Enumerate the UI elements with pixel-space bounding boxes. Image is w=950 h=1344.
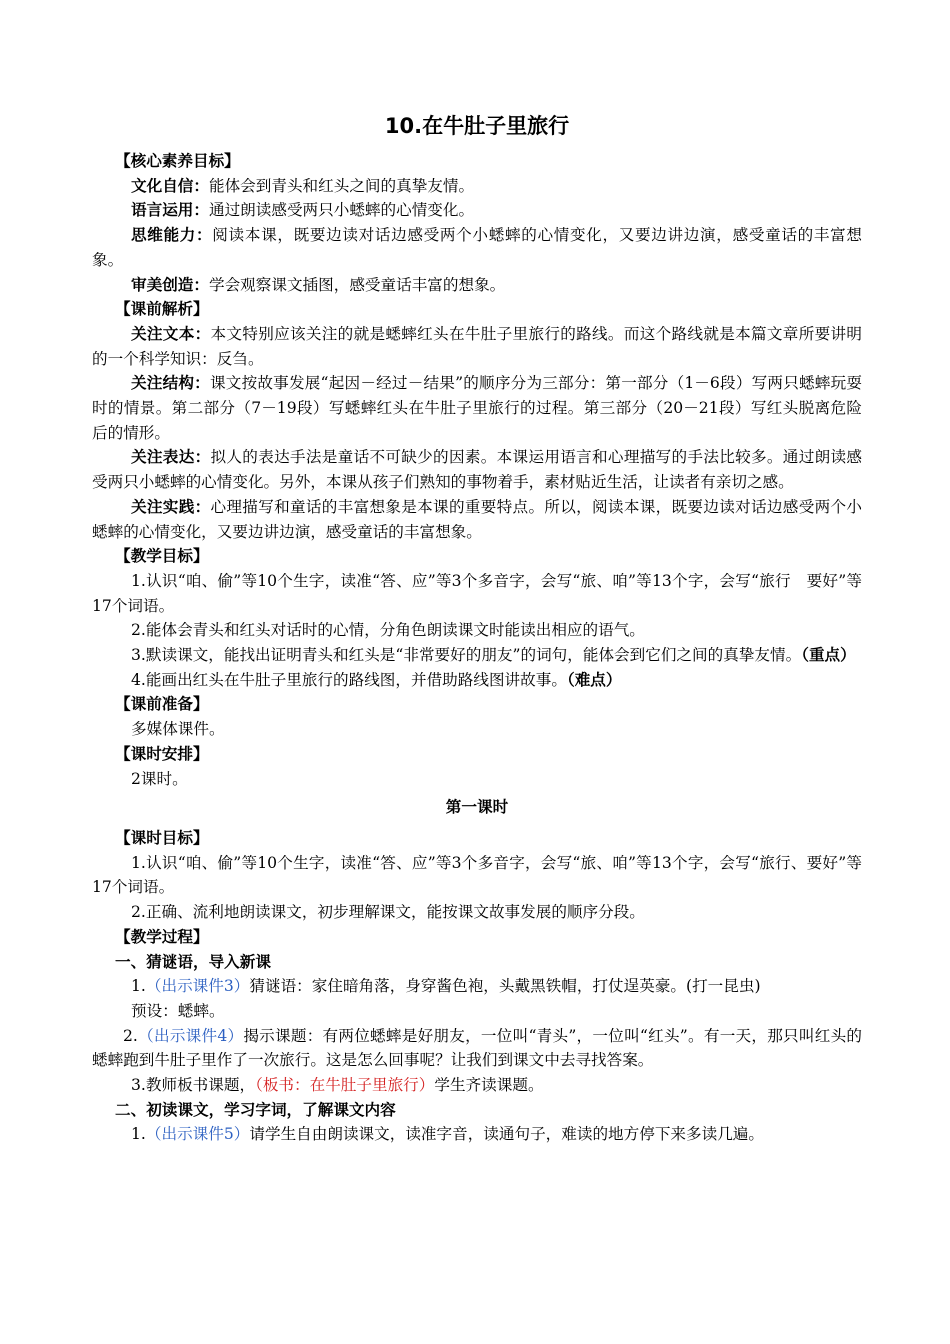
lesson-goal: 2.正确、流利地朗读课文，初步理解课文，能按课文故事发展的顺序分段。 [131, 903, 645, 922]
section-heading-core: 【核心素养目标】 [115, 152, 240, 170]
goal-item: 1.认识“咱、偷”等10个生字，读准“答、应”等3个多音字，会写“旅、咱”等13个字，会写“旅行 要好”等17个词语。 [92, 571, 862, 615]
lesson-goal: 1.认识“咱、偷”等10个生字，读准“答、应”等3个多音字，会写“旅、咱”等13个字，会写“旅行、要好”等17个词语。 [92, 853, 862, 897]
core-item: 思维能力：阅读本课，既要边读对话边感受两个小蟋蟀的心情变化，又要边讲边演，感受童话的丰富想象。 [92, 226, 862, 269]
section-heading-goals: 【教学目标】 [115, 547, 209, 566]
courseware-tag: （出示课件3） [145, 977, 250, 996]
schedule-text: 2课时。 [131, 769, 188, 788]
analysis-item: 关注表达：拟人的表达手法是童话不可缺少的因素。本课运用语言和心理描写的手法比较多。通过朗读感受两只小蟋蟀的心情变化。另外，本课从孩子们熟知的事物着手，素材贴近生活，让读者有亲切之感。 [92, 448, 862, 492]
core-item: 审美创造：学会观察课文插图，感受童话丰富的想象。 [131, 275, 506, 294]
core-item: 语言运用：通过朗读感受两只小蟋蟀的心情变化。 [131, 201, 475, 220]
section-heading-prep: 【课前准备】 [115, 695, 209, 714]
step-heading: 一、猜谜语，导入新课 [115, 952, 271, 971]
section-heading-lesson-goals: 【课时目标】 [115, 828, 209, 847]
step-item: 1.（出示课件5）请学生自由朗读课文，读准字音，读通句子，难读的地方停下来多读几遍。 [131, 1125, 764, 1144]
goal-item: 4.能画出红头在牛肚子里旅行的路线图，并借助路线图讲故事。（难点） [131, 670, 622, 689]
analysis-item: 关注文本：本文特别应该关注的就是蟋蟀红头在牛肚子里旅行的路线。而这个路线就是本篇文章所要讲明的一个科学知识：反刍。 [92, 324, 862, 368]
step-heading: 二、初读课文，学习字词，了解课文内容 [115, 1100, 396, 1119]
core-item: 文化自信：能体会到青头和红头之间的真挚友情。 [131, 176, 475, 195]
analysis-item: 关注结构：课文按故事发展“起因－经过－结果”的顺序分为三部分：第一部分（1－6段）写两只蟋蟀玩耍时的情景。第二部分（7－19段）写蟋蟀红头在牛肚子里旅行的过程。第三部分（20－21段）写红头脱离危险后的情形。 [92, 374, 862, 442]
step-item: 1.（出示课件3）猜谜语：家住暗角落，身穿酱色袍，头戴黑铁帽，打仗逞英豪。(打一昆虫) [131, 977, 761, 996]
section-heading-analysis: 【课前解析】 [115, 300, 209, 319]
section-heading-process: 【教学过程】 [115, 927, 209, 946]
step-item: 预设：蟋蟀。 [131, 1001, 225, 1020]
lesson-title: 第一课时 [445, 798, 509, 817]
goal-item: 2.能体会青头和红头对话时的心情，分角色朗读课文时能读出相应的语气。 [131, 621, 645, 640]
courseware-tag: （出示课件5） [145, 1125, 250, 1144]
prep-text: 多媒体课件。 [131, 720, 225, 739]
document-body [92, 149, 862, 1147]
analysis-item: 关注实践：心理描写和童话的丰富想象是本课的重要特点。所以，阅读本课，既要边读对话边感受两个小蟋蟀的心情变化，又要边讲边演，感受童话的丰富想象。 [92, 497, 862, 541]
board-tag: （板书：在牛肚子里旅行） [255, 1076, 435, 1095]
section-heading-schedule: 【课时安排】 [115, 744, 209, 763]
step-item: 3.教师板书课题，（板书：在牛肚子里旅行）学生齐读课题。 [131, 1076, 544, 1095]
page-title: 10.在牛肚子里旅行 [384, 114, 570, 138]
goal-item: 3.默读课文，能找出证明青头和红头是“非常要好的朋友”的词句，能体会到它们之间的真挚友情。（重点） [131, 646, 856, 665]
courseware-tag: （出示课件4） [137, 1026, 244, 1045]
step-item: 2.（出示课件4）揭示课题：有两位蟋蟀是好朋友，一位叫“青头”，一位叫“红头”。有一天，那只叫红头的蟋蟀跑到牛肚子里作了一次旅行。这是怎么回事呢？让我们到课文中去寻找答案。 [92, 1026, 863, 1070]
